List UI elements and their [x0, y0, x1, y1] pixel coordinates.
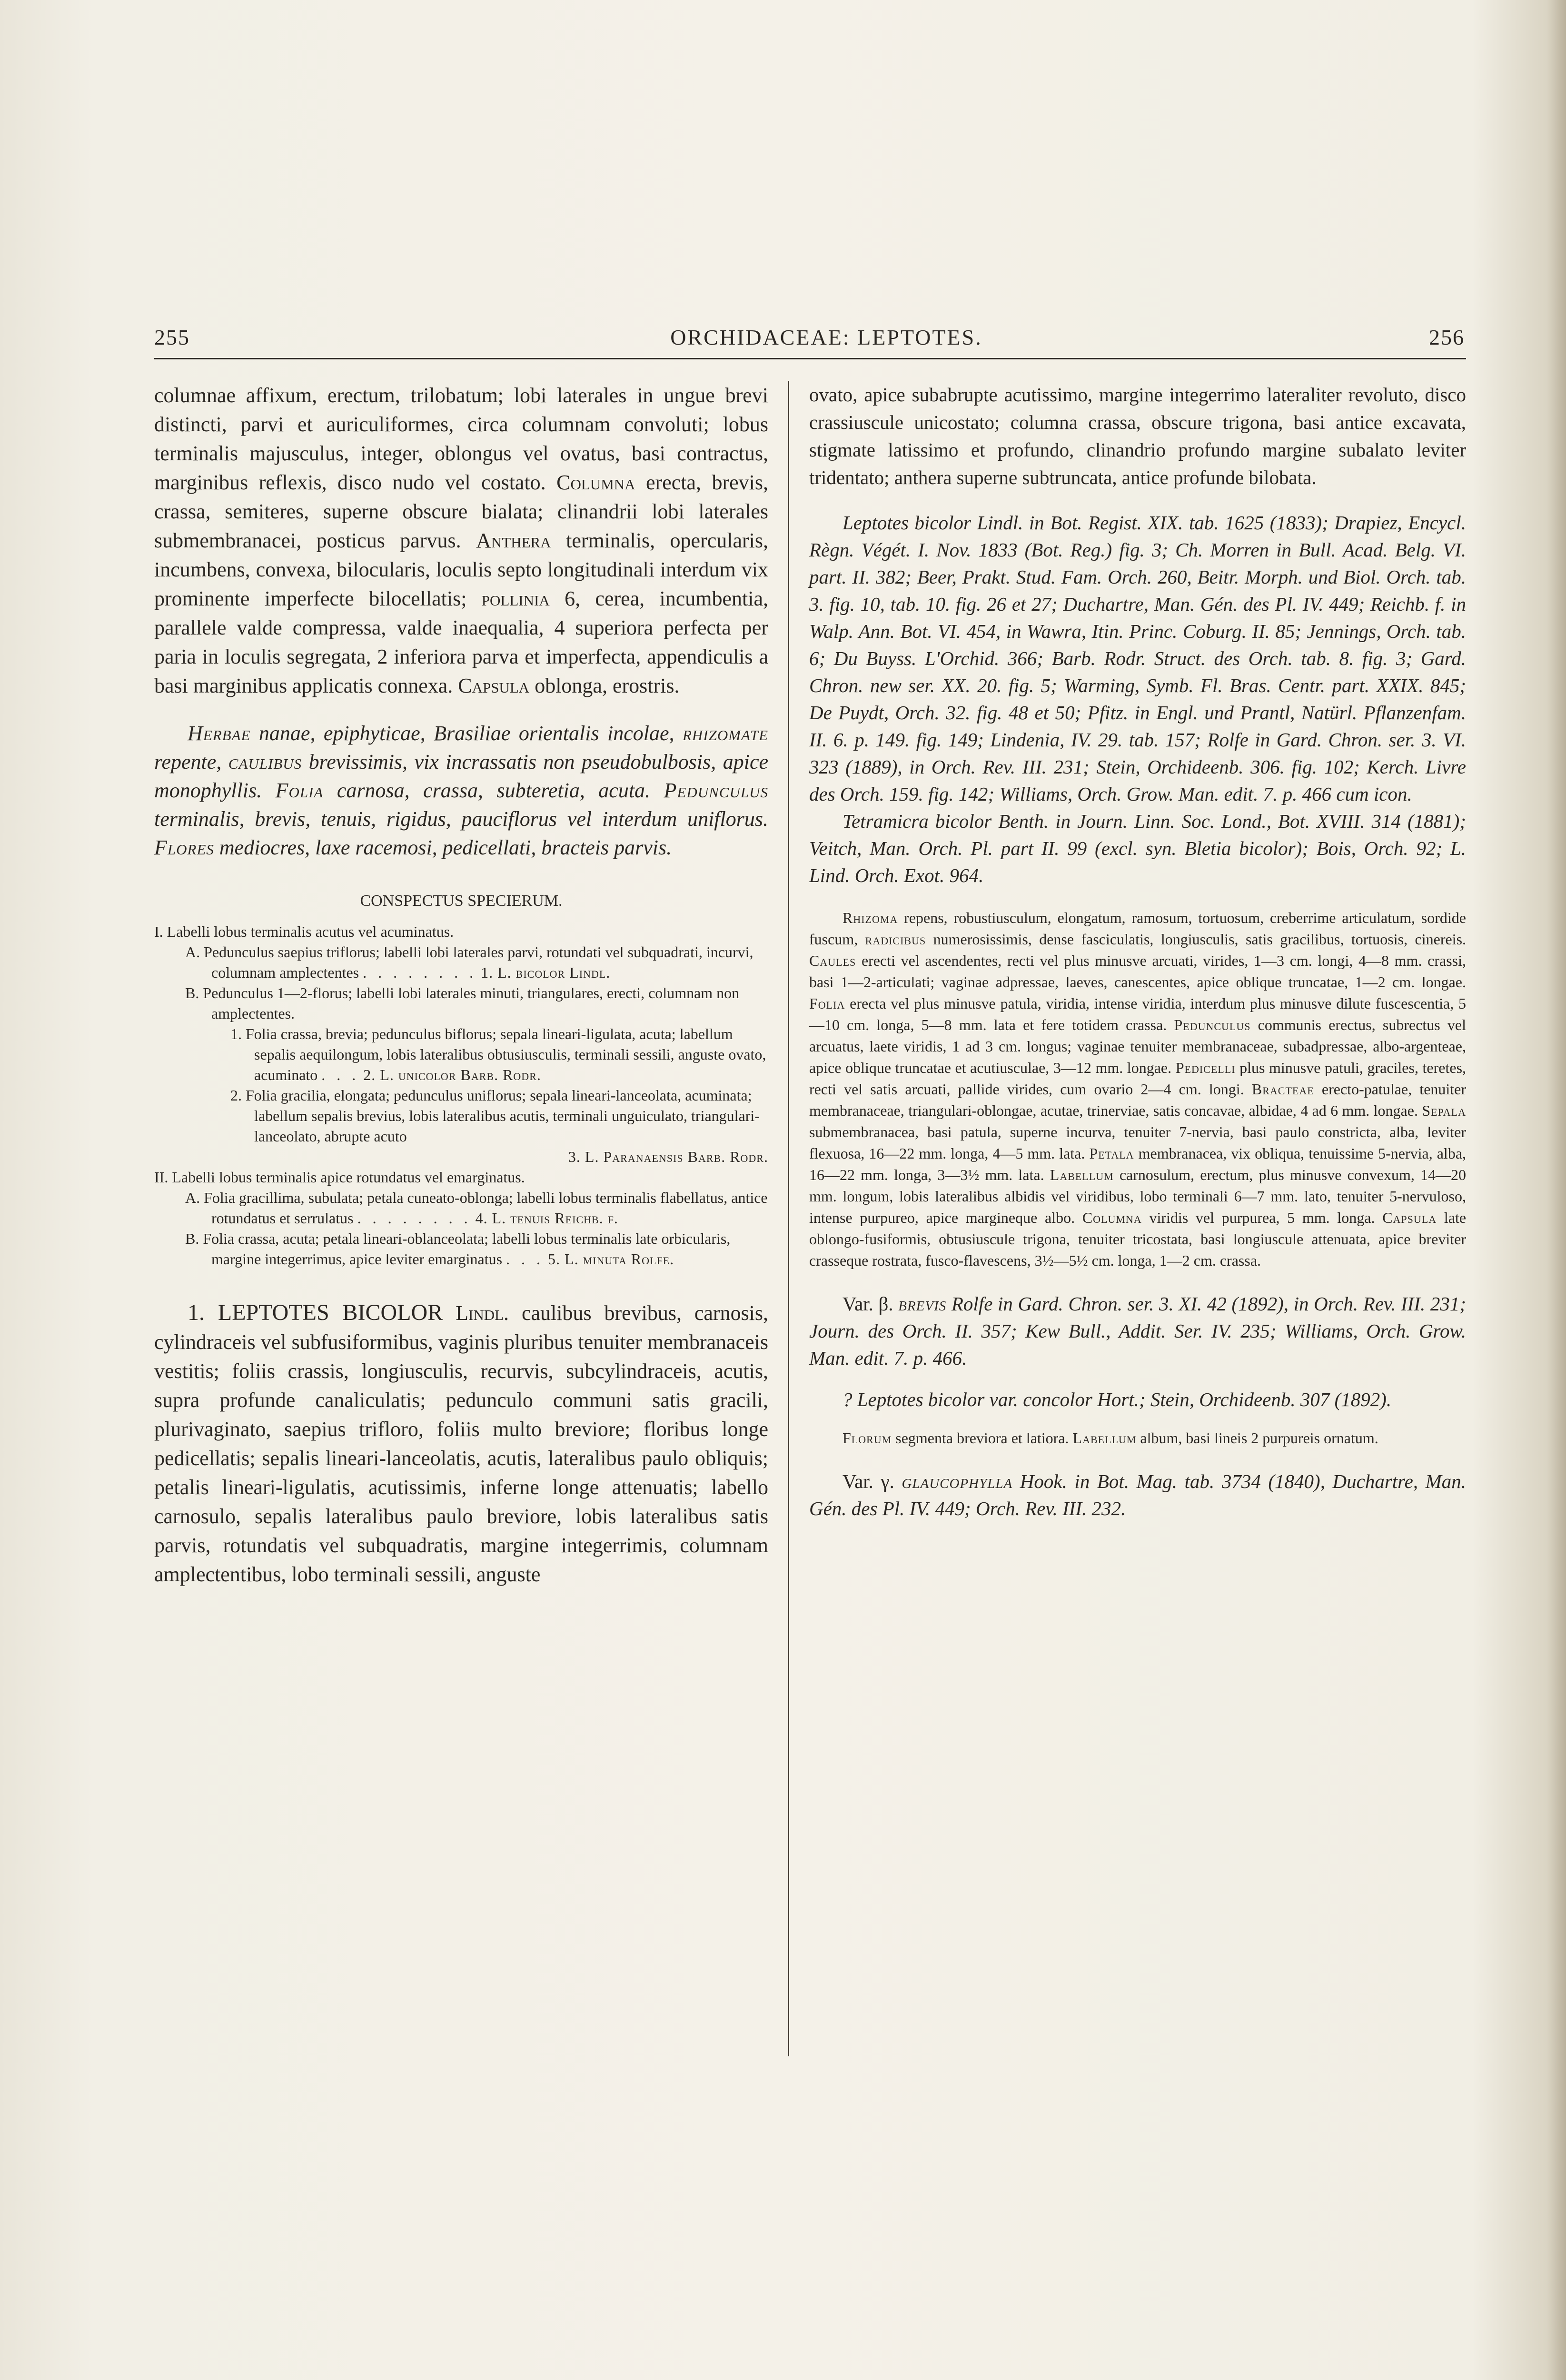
running-title: ORCHIDACEAE: LEPTOTES. [670, 325, 982, 349]
key-IA: A. Pedunculus saepius triflorus; labelli lobi laterales parvi, rotundati vel subquadrati, incurvi, columnam amplectentes . . . . . . . . 1. L. bicolor Lindl. [185, 943, 753, 981]
right-column [809, 381, 1466, 1522]
habit-description: Herbae nanae, epiphyticae, Brasiliae orientalis incolae, rhizomate repente, caulibus brevissimis, vix incrassatis non pseudobulbosis, apice monophyllis. Folia carnosa, crassa, subteretia, acuta. Pedunculus terminalis, brevis, tenuis, rigidus, pauciflorus vel interdum uniflorus. Flores mediocres, laxe racemosi, pedicellati, bracteis parvis. [154, 722, 769, 859]
variety-beta: Var. β. brevis Rolfe in Gard. Chron. ser. 3. XI. 42 (1892), in Orch. Rev. III. 231; Journ. des Orch. II. 357; Kew Bull., Addit. Ser. IV. 235; Williams, Orch. Grow. Man. edit. 7. p. 466. [809, 1293, 1466, 1369]
key-IB: B. Pedunculus 1—2-florus; labelli lobi laterales minuti, triangulares, erecti, columnam non amplectentes. [185, 984, 740, 1022]
references-tetramicra: Tetramicra bicolor Benth. in Journ. Linn. Soc. Lond., Bot. XVIII. 314 (1881); Veitch, Man. Orch. Pl. part II. 99 (excl. syn. Bletia bicolor); Bois, Orch. 92; L. Lind. Orch. Exot. 964. [809, 810, 1466, 886]
key-IB1: 1. Folia crassa, brevia; pedunculus biflorus; sepala lineari-ligulata, acuta; labellum sepalis aequilongum, lobis lateralibus obtusiusculis, terminali sessili, anguste ovato, acuminato . . . 2. L. unicolor Barb. Rodr. [230, 1025, 766, 1083]
references-leptotes: Leptotes bicolor Lindl. in Bot. Regist. XIX. tab. 1625 (1833); Drapiez, Encycl. Règn. Végét. I. Nov. 1833 (Bot. Reg.) fig. 3; Ch. Morren in Bull. Acad. Belg. VI. part. II. 382; Beer, Prakt. Stud. Fam. Orch. 260, Beitr. Morph. und Biol. Orch. tab. 3. fig. 10, tab. 10. fig. 26 et 27; Duchartre, Man. Gén. des Pl. IV. 449; Reichb. f. in Walp. Ann. Bot. VI. 454, in Wawra, Itin. Princ. Coburg. II. 85; Jennings, Orch. tab. 6; Du Buyss. L'Orchid. 366; Barb. Rodr. Struct. des Orch. tab. 8. fig. 3; Gard. Chron. new ser. XX. 20. fig. 5; Warming, Symb. Fl. Bras. Centr. part. XXIX. 845; De Puydt, Orch. 32. fig. 48 et 50; Pfitz. in Engl. und Prantl, Natürl. Pflanzenfam. II. 6. p. 149. fig. 149; Lindenia, IV. 29. tab. 157; Rolfe in Gard. Chron. ser. 3. VI. 323 (1889), in Orch. Rev. III. 231; Stein, Orchideenb. 306. fig. 102; Kerch. Livre des Orch. 159. fig. 142; Williams, Orch. Grow. Man. edit. 7. p. 466 cum icon. [809, 512, 1466, 805]
genus-description-end: columnae affixum, erectum, trilobatum; lobi laterales in ungue brevi distincti, parvi et auriculiformes, circa columnam convoluti; lobus terminalis majusculus, integer, oblongus vel ovatus, basi contractus, marginibus reflexis, disco nudo vel costato. Columna erecta, brevis, crassa, semiteres, superne obscure bialata; clinandrii lobi laterales submembranacei, posticus parvus. Anthera terminalis, opercularis, incumbens, convexa, bilocularis, loculis septo longitudinali interdum vix prominente imperfecte bilocellatis; pollinia 6, cerea, incumbentia, parallele valde compressa, valde inaequalia, 4 superiora perfecta per paria in loculis segregata, 2 inferiora parva et imperfecta, appendiculis a basi marginibus applicatis connexa. Capsula oblonga, erostris. [154, 384, 769, 697]
left-column [154, 381, 768, 1589]
key-IIB: B. Folia crassa, acuta; petala lineari-oblanceolata; labelli lobus terminalis late orbicularis, margine integerrimus, apice leviter emarginatus . . . 5. L. minuta Rolfe. [185, 1230, 731, 1268]
species-description: 1. LEPTOTES BICOLOR Lindl. caulibus brevibus, carnosis, cylindraceis vel subfusiformibus, vaginis pluribus tenuiter membranaceis vestitis; foliis crassis, longiusculis, recurvis, subcylindraceis, acutis, supra profunde canaliculatis; pedunculo communi satis gracili, plurivaginato, saepius trifloro, foliis multo breviore; floribus longe pedicellatis; sepalis lineari-lanceolatis, acutis, lateralibus paulo obliquis; petalis lineari-ligulatis, acutissimis, inferne longe attenuatis; labello carnosulo, sepalis lateralibus paulo breviore, lobis lateralibus satis parvis, rotundatis vel subquadratis, margine integerrimis, columnam amplectentibus, lobo terminali sessili, anguste [154, 1300, 769, 1586]
variety-gamma: Var. γ. glaucophylla Hook. in Bot. Mag. tab. 3734 (1840), Duchartre, Man. Gén. des Pl. IV. 449; Orch. Rev. III. 232. [809, 1470, 1467, 1519]
key-IB2: 2. Folia gracilia, elongata; pedunculus uniflorus; sepala lineari-lanceolata, acuminata; labellum sepalis brevius, lobis lateralibus acutis, terminali unguiculato, triangulari-lanceolato, abrupte acuto 3. L. Paranaensis Barb. Rodr. [230, 1087, 768, 1165]
page-edge-shadow [1547, 0, 1566, 2380]
key-II: II. Labelli lobus terminalis apice rotundatus vel emarginatus. [154, 1169, 525, 1186]
column-divider [788, 381, 789, 2056]
variety-beta-synonym: ? Leptotes bicolor var. concolor Hort.; Stein, Orchideenb. 307 (1892). [842, 1388, 1392, 1410]
conspectus [154, 891, 768, 1269]
page-number-right: 256 [1429, 325, 1465, 349]
species-description-cont: ovato, apice subabrupte acutissimo, margine integerrimo lateraliter revoluto, disco crassiuscule unicostato; columna crassa, obscure trigona, basi antice excavata, stigmate latissimo et profundo, clinandrio profundo margine subalato leviter tridentato; anthera superne subtruncata, antice profunde bilobata. [809, 384, 1466, 488]
species-heading: 1. LEPTOTES BICOLOR [188, 1300, 443, 1325]
key-IIA: A. Folia gracillima, subulata; petala cuneato-oblonga; labelli lobus terminalis flabellatus, antice rotundatus et serrulatus . . . . . . . . 4. L. tenuis Reichb. f. [185, 1189, 768, 1227]
detailed-description: Rhizoma repens, robustiusculum, elongatum, ramosum, tortuosum, creberrime articulatum, sordide fuscum, radicibus numerosissimis, dense fasciculatis, longiusculis, satis gracilibus, tortuosis, cinereis. Caules erecti vel ascendentes, recti vel plus minusve arcuati, virides, 1—3 cm. longi, 4—8 mm. crassi, basi 1—2-articulati; vaginae adpressae, laeves, canescentes, apice oblique truncatae, 1—2 cm. longae. Folia erecta vel plus minusve patula, viridia, intense viridia, interdum plus minusve dilute fuscescentia, 5—10 cm. longa, 5—8 mm. lata et fere totidem crassa. Pedunculus communis erectus, subrectus vel arcuatus, laete viridis, 1 ad 3 cm. longus; vaginae tenuiter membranaceae, subadpressae, albo-argenteae, apice oblique truncatae et acutiusculae, 3—12 mm. longae. Pedicelli plus minusve patuli, graciles, teretes, recti vel satis arcuati, pallide virides, cum ovario 2—4 cm. longi. Bracteae erecto-patulae, tenuiter membranaceae, triangulari-oblongae, acutae, trinerviae, satis concavae, albidae, 4 ad 6 mm. longae. Sepala submembranacea, basi patula, superne incurva, tenuiter 7-nervia, basi paulo constricta, alba, leviter flexuosa, 16—22 mm. longa, 4—5 mm. lata. Petala membranacea, vix obliqua, tenuissime 5-nervia, alba, 16—22 mm. longa, 3—3½ mm. lata. Labellum carnosulum, erectum, plus minusve convexum, 14—20 mm. longum, lobis lateralibus albidis vel viridibus, lobo terminali 6—7 mm. lato, tenuiter 5-nervuloso, intense purpureo, apice margineque albo. Columna viridis vel purpurea, 5 mm. longa. Capsula late oblongo-fusiformis, obtusiuscule trigona, tenuiter tricostata, basi longiuscule attenuata, apice breviter crasseque rostrata, fusco-flavescens, 3½—5½ cm. longa, 1—2 cm. crassa. [809, 909, 1467, 1269]
header-rule [154, 358, 1466, 359]
variety-beta-description: Florum segmenta breviora et latiora. Labellum album, basi lineis 2 purpureis ornatum. [842, 1429, 1378, 1447]
page-number-left: 255 [154, 325, 190, 349]
key-I: I. Labelli lobus terminalis acutus vel acuminatus. [154, 923, 454, 940]
conspectus-title: CONSPECTUS SPECIERUM. [360, 892, 563, 910]
